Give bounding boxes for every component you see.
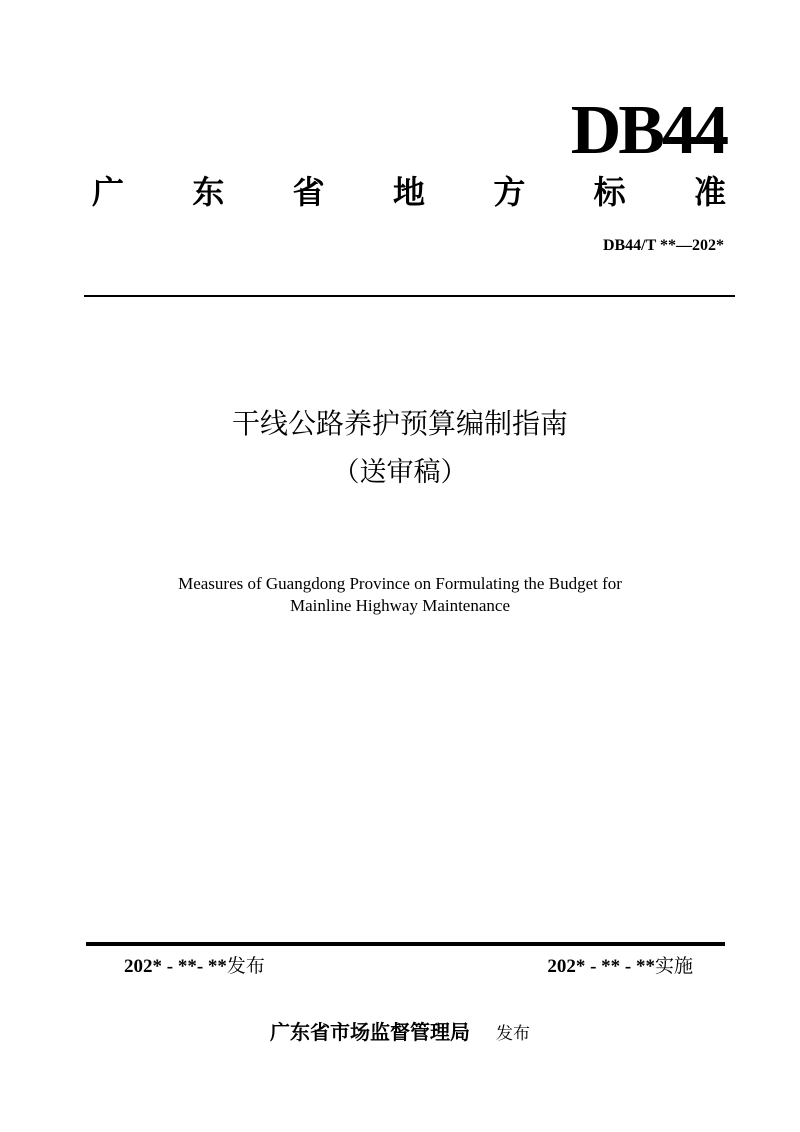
issue-date xyxy=(124,957,265,976)
implement-label: 实施 xyxy=(654,955,693,977)
document-title-en xyxy=(0,573,800,617)
standard-number: DB44/T **—202* xyxy=(602,237,724,254)
standard-type-char: 东 xyxy=(192,173,225,211)
bottom-divider xyxy=(86,942,725,946)
standard-type-char: 广 xyxy=(92,173,125,211)
implement-date-value: 202* - ** - ** xyxy=(547,956,655,977)
standard-type-char: 准 xyxy=(693,173,726,211)
issuer-name: 广东省市场监督管理局 xyxy=(270,1020,470,1044)
draft-status: （送审稿） xyxy=(332,457,468,488)
implement-date xyxy=(547,957,693,976)
standard-type-char: 省 xyxy=(292,173,325,211)
standard-type-char: 标 xyxy=(593,173,626,211)
title-en-line: Mainline Highway Maintenance xyxy=(290,596,510,615)
issuer-line xyxy=(0,1022,800,1043)
standard-type-char: 地 xyxy=(392,173,425,211)
issuer-suffix: 发布 xyxy=(496,1024,530,1044)
document-title-zh: 干线公路养护预算编制指南 xyxy=(231,407,568,440)
title-en-line: Measures of Guangdong Province on Formulating the Budget for xyxy=(178,574,622,593)
standard-code: DB44 xyxy=(570,92,726,169)
standard-type-char: 方 xyxy=(493,173,526,211)
issue-label: 发布 xyxy=(226,955,265,977)
top-divider xyxy=(84,295,735,297)
issue-date-value: 202* - **- ** xyxy=(124,956,227,977)
standard-type-heading xyxy=(92,173,726,211)
